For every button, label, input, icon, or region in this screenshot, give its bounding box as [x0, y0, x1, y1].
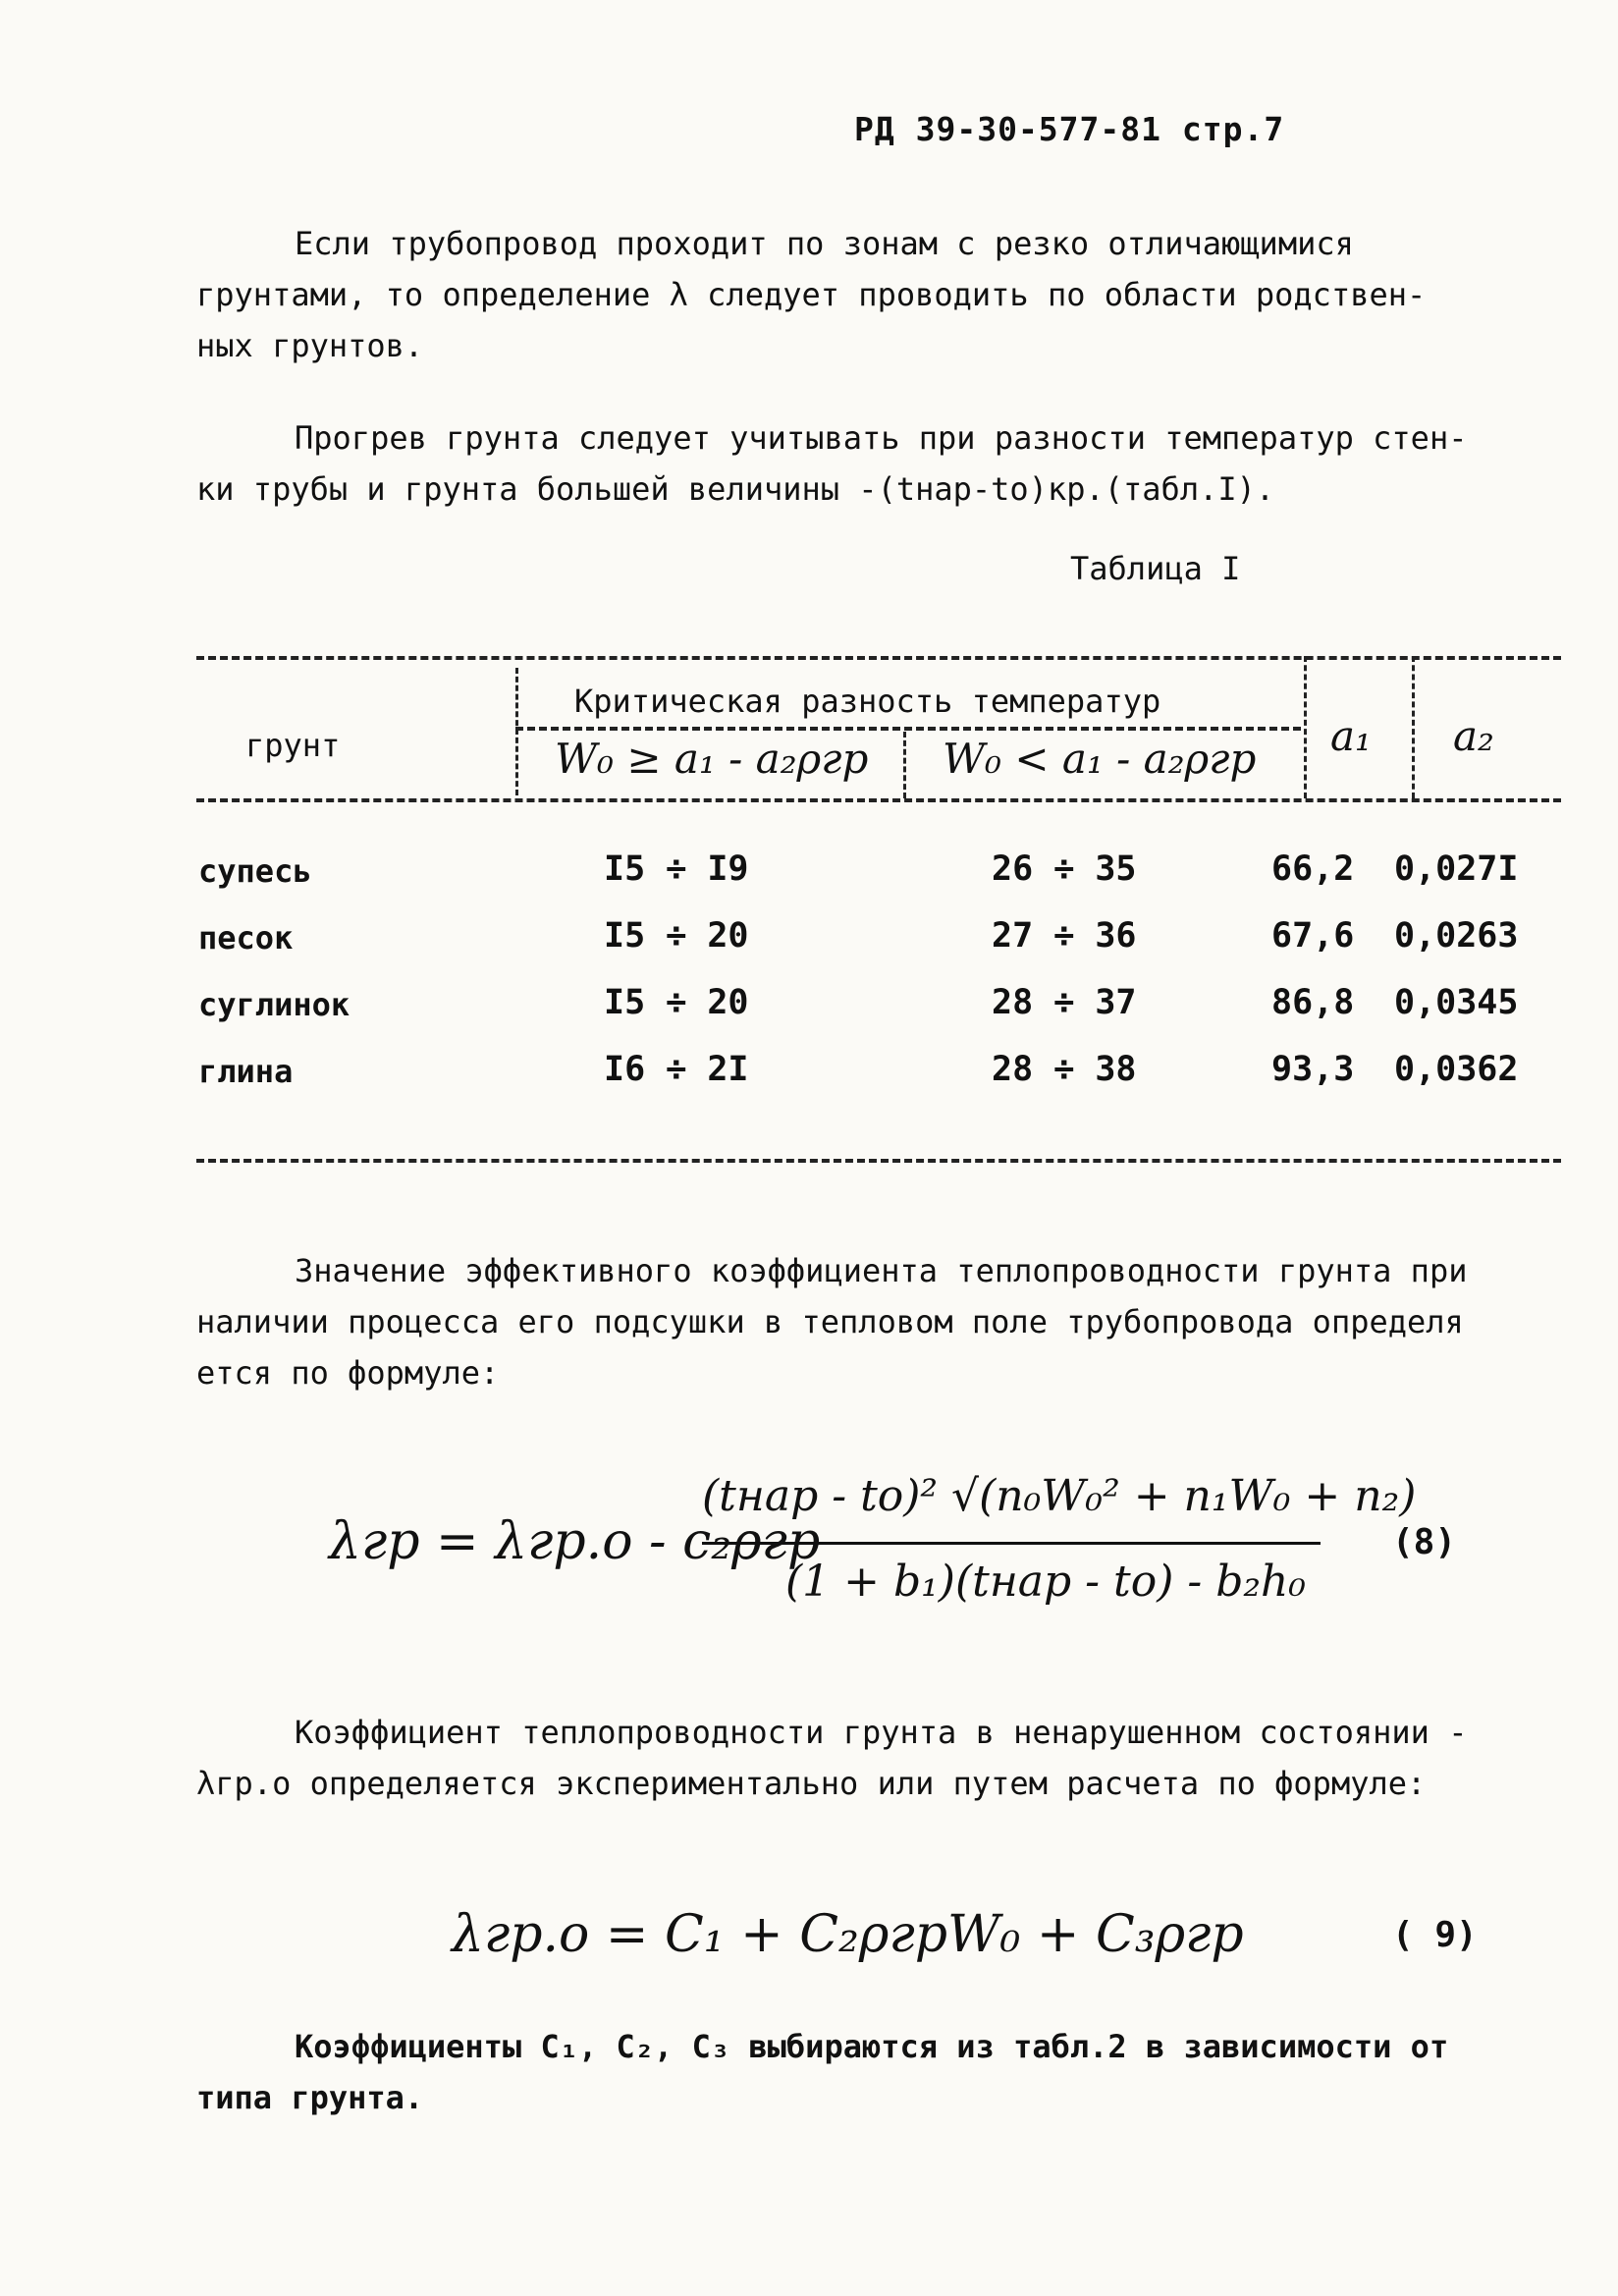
- column-header-a1: a₁: [1330, 712, 1372, 760]
- paragraph-2-line-2: ки трубы и грунта большей величины -(tнар-to)кр.(табл.I).: [196, 470, 1275, 508]
- formula-8-lhs: λгр = λгр.о - c₂ρгр: [329, 1512, 821, 1571]
- paragraph-5-line-1: Коэффициенты C₁, C₂, C₃ выбираются из табл.2 в зависимости от: [295, 2028, 1449, 2065]
- formula-9-expression: λгр.о = C₁ + C₂ρгрW₀ + C₃ρгр: [452, 1905, 1244, 1964]
- paragraph-1-line-3: ных грунтов.: [196, 327, 424, 364]
- table-cell-a2: 0,027I: [1394, 849, 1519, 889]
- table-header-rule: [196, 798, 1561, 802]
- table-divider-2: [903, 732, 906, 798]
- paragraph-4: [196, 1707, 1561, 1809]
- table-cell-soil: глина: [198, 1053, 294, 1090]
- table-cell-range-2: 27 ÷ 36: [992, 916, 1137, 956]
- table-cell-a2: 0,0263: [1394, 916, 1519, 956]
- table-cell-soil: супесь: [198, 852, 312, 890]
- table-divider-4: [1412, 656, 1415, 798]
- table-cell-range-2: 26 ÷ 35: [992, 849, 1137, 889]
- table-cell-a1: 93,3: [1271, 1050, 1355, 1089]
- paragraph-3-line-3: ется по формуле:: [196, 1354, 500, 1392]
- column-header-critical-diff: Критическая разность температур: [574, 683, 1161, 720]
- table-cell-soil: суглинок: [198, 986, 351, 1023]
- table-cell-range-2: 28 ÷ 38: [992, 1050, 1137, 1089]
- paragraph-2: [196, 412, 1561, 515]
- formula-8-numerator: (tнар - to)² √(n₀W₀² + n₁W₀ + n₂): [702, 1471, 1417, 1521]
- paragraph-5: [196, 2021, 1561, 2123]
- paragraph-3-line-1: Значение эффективного коэффициента теплопроводности грунта при: [295, 1252, 1468, 1289]
- table-cell-range-2: 28 ÷ 37: [992, 983, 1137, 1022]
- table-cell-range-1: I5 ÷ 20: [604, 916, 749, 956]
- table-cell-range-1: I5 ÷ I9: [604, 849, 749, 889]
- table-cell-a2: 0,0362: [1394, 1050, 1519, 1089]
- table-cell-soil: песок: [198, 919, 294, 957]
- formula-8-denominator: (1 + b₁)(tнар - to) - b₂h₀: [785, 1557, 1306, 1607]
- table-divider-3: [1304, 656, 1307, 798]
- paragraph-3-line-2: наличии процесса его подсушки в тепловом поле трубопровода определя: [196, 1303, 1464, 1340]
- paragraph-5-line-2: типа грунта.: [196, 2079, 424, 2116]
- equation-number-9: ( 9): [1392, 1915, 1478, 1955]
- table-divider-1: [515, 668, 518, 795]
- column-header-w-ge: W₀ ≥ a₁ - a₂ρгр: [555, 735, 869, 783]
- paragraph-1-line-2: грунтами, то определение λ следует проводить по области родствен-: [196, 276, 1427, 313]
- table-cell-range-1: I5 ÷ 20: [604, 983, 749, 1022]
- column-header-w-lt: W₀ < a₁ - a₂ρгр: [943, 735, 1257, 783]
- fraction-bar: [702, 1542, 1321, 1545]
- table-top-rule: [196, 656, 1561, 660]
- table-cell-a2: 0,0345: [1394, 983, 1519, 1022]
- paragraph-2-line-1: Прогрев грунта следует учитывать при разности температур стен-: [295, 419, 1468, 457]
- table-caption: Таблица I: [1070, 550, 1241, 587]
- table-cell-range-1: I6 ÷ 2I: [604, 1050, 749, 1089]
- table-group-rule: [515, 727, 1301, 731]
- equation-number-8: (8): [1392, 1522, 1457, 1562]
- paragraph-3: [196, 1245, 1561, 1398]
- table-cell-a1: 86,8: [1271, 983, 1355, 1022]
- page-header: РД 39-30-577-81 стр.7: [854, 110, 1285, 148]
- table-bottom-rule: [196, 1159, 1561, 1163]
- table-cell-a1: 67,6: [1271, 916, 1355, 956]
- paragraph-1-line-1: Если трубопровод проходит по зонам с резко отличающимися: [295, 225, 1354, 262]
- column-header-a2: a₂: [1453, 712, 1494, 760]
- paragraph-1: [196, 218, 1561, 371]
- column-header-soil: грунт: [245, 727, 341, 764]
- paragraph-4-line-2: λгр.о определяется экспериментально или путем расчета по формуле:: [196, 1765, 1427, 1802]
- paragraph-4-line-1: Коэффициент теплопроводности грунта в ненарушенном состоянии -: [295, 1714, 1468, 1751]
- table-cell-a1: 66,2: [1271, 849, 1355, 889]
